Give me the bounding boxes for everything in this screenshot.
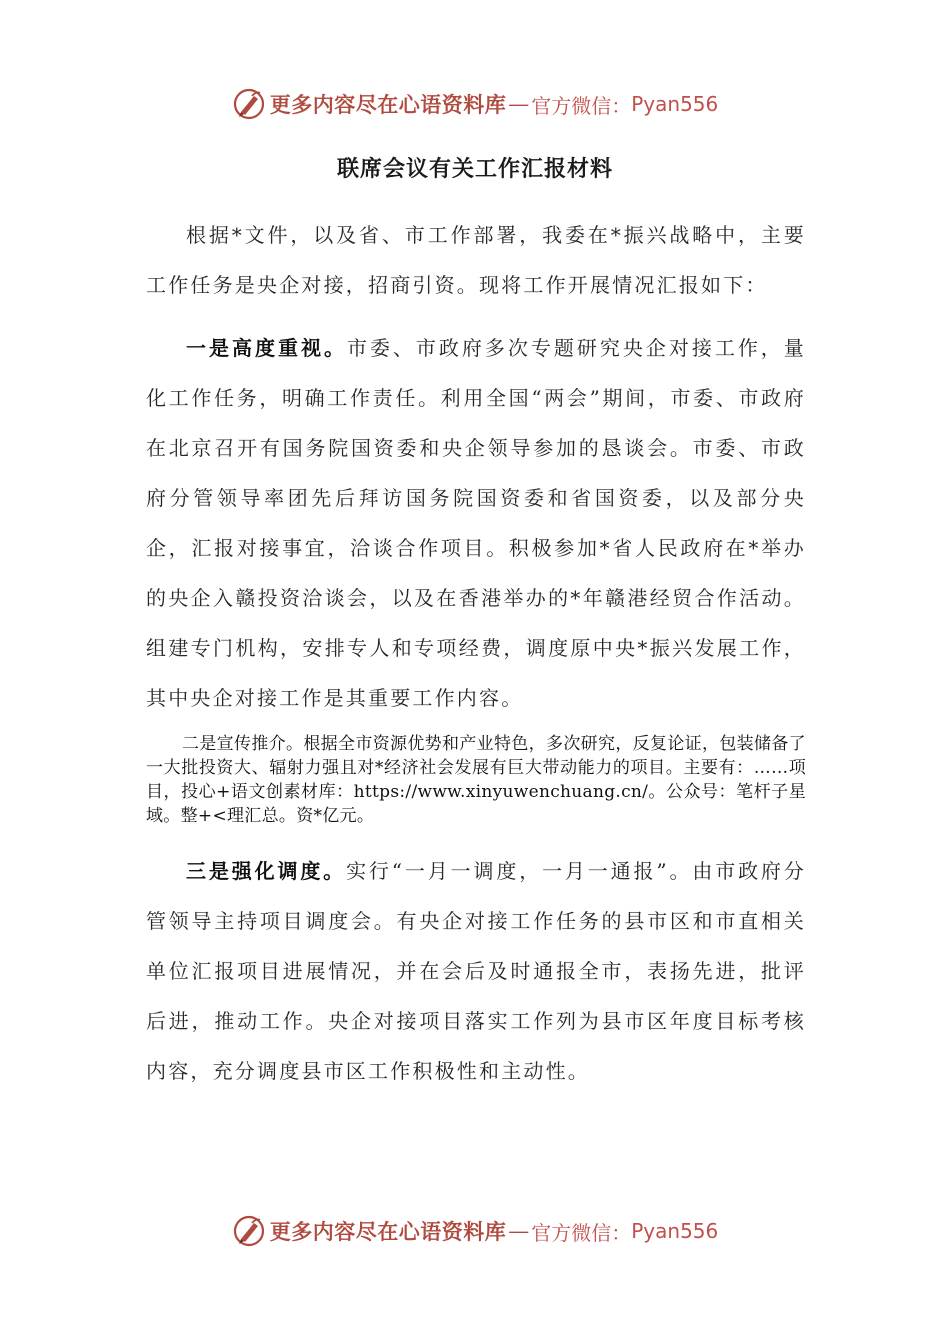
section-3-heading: 三是强化调度。 xyxy=(186,859,347,883)
banner-brand-text: 更多内容尽在心语资料库 xyxy=(269,92,507,117)
section-1-paragraph xyxy=(146,323,806,723)
pen-logo-icon xyxy=(232,1214,266,1248)
banner-dash: — xyxy=(508,92,530,116)
footer-banner xyxy=(0,1211,950,1251)
intro-paragraph: 根据*文件，以及省、市工作部署，我委在*振兴战略中，主要工作任务是央企对接，招商引资。现将工作开展情况汇报如下： xyxy=(146,223,806,297)
banner-contact-handle: Pyan556 xyxy=(631,1219,719,1243)
header-banner xyxy=(0,84,950,124)
banner-contact-label: 官方微信： xyxy=(531,93,632,118)
banner-contact-label: 官方微信： xyxy=(531,1220,632,1245)
section-1-body: 市委、市政府多次专题研究央企对接工作，量化工作任务，明确工作责任。利用全国“两会”期间，市委、市政府在北京召开有国务院国资委和央企领导参加的恳谈会。市委、市政府分管领导率团先后拜访国务院国资委和省国资委，以及部分央企，汇报对接事宜，洽谈合作项目。积极参加*省人民政府在*举办的央企入赣投资洽谈会，以及在香港举办的*年赣港经贸合作活动。组建专门机构，安排专人和专项经费，调度原中央*振兴发展工作，其中央企对接工作是其重要工作内容。 xyxy=(146,336,807,710)
section-3-body: 实行“一月一调度，一月一通报”。由市政府分管领导主持项目调度会。有央企对接工作任务的县市区和市直相关单位汇报项目进展情况，并在会后及时通报全市，表扬先进，批评后进，推动工作。央企对接项目落实工作列为县市区年度目标考核内容，充分调度县市区工作积极性和主动性。 xyxy=(146,859,806,1083)
banner-brand-text: 更多内容尽在心语资料库 xyxy=(269,1219,507,1244)
banner-contact-handle: Pyan556 xyxy=(631,92,719,116)
section-3-paragraph xyxy=(146,846,806,1096)
banner-dash: — xyxy=(508,1219,530,1243)
document-title: 联席会议有关工作汇报材料 xyxy=(336,156,613,182)
section-2-paragraph: 二是宣传推介。根据全市资源优势和产业特色，多次研究，反复论证，包装储备了一大批投资大、辐射力强且对*经济社会发展有巨大带动能力的项目。主要有：……项目，投心+语文创素材库：https://www.xinyuwenchuang.cn/。公众号：笔杆子星域。整+<理汇总。资*亿元。 xyxy=(146,734,806,826)
pen-logo-icon xyxy=(232,87,266,121)
section-1-heading: 一是高度重视。 xyxy=(186,336,347,360)
